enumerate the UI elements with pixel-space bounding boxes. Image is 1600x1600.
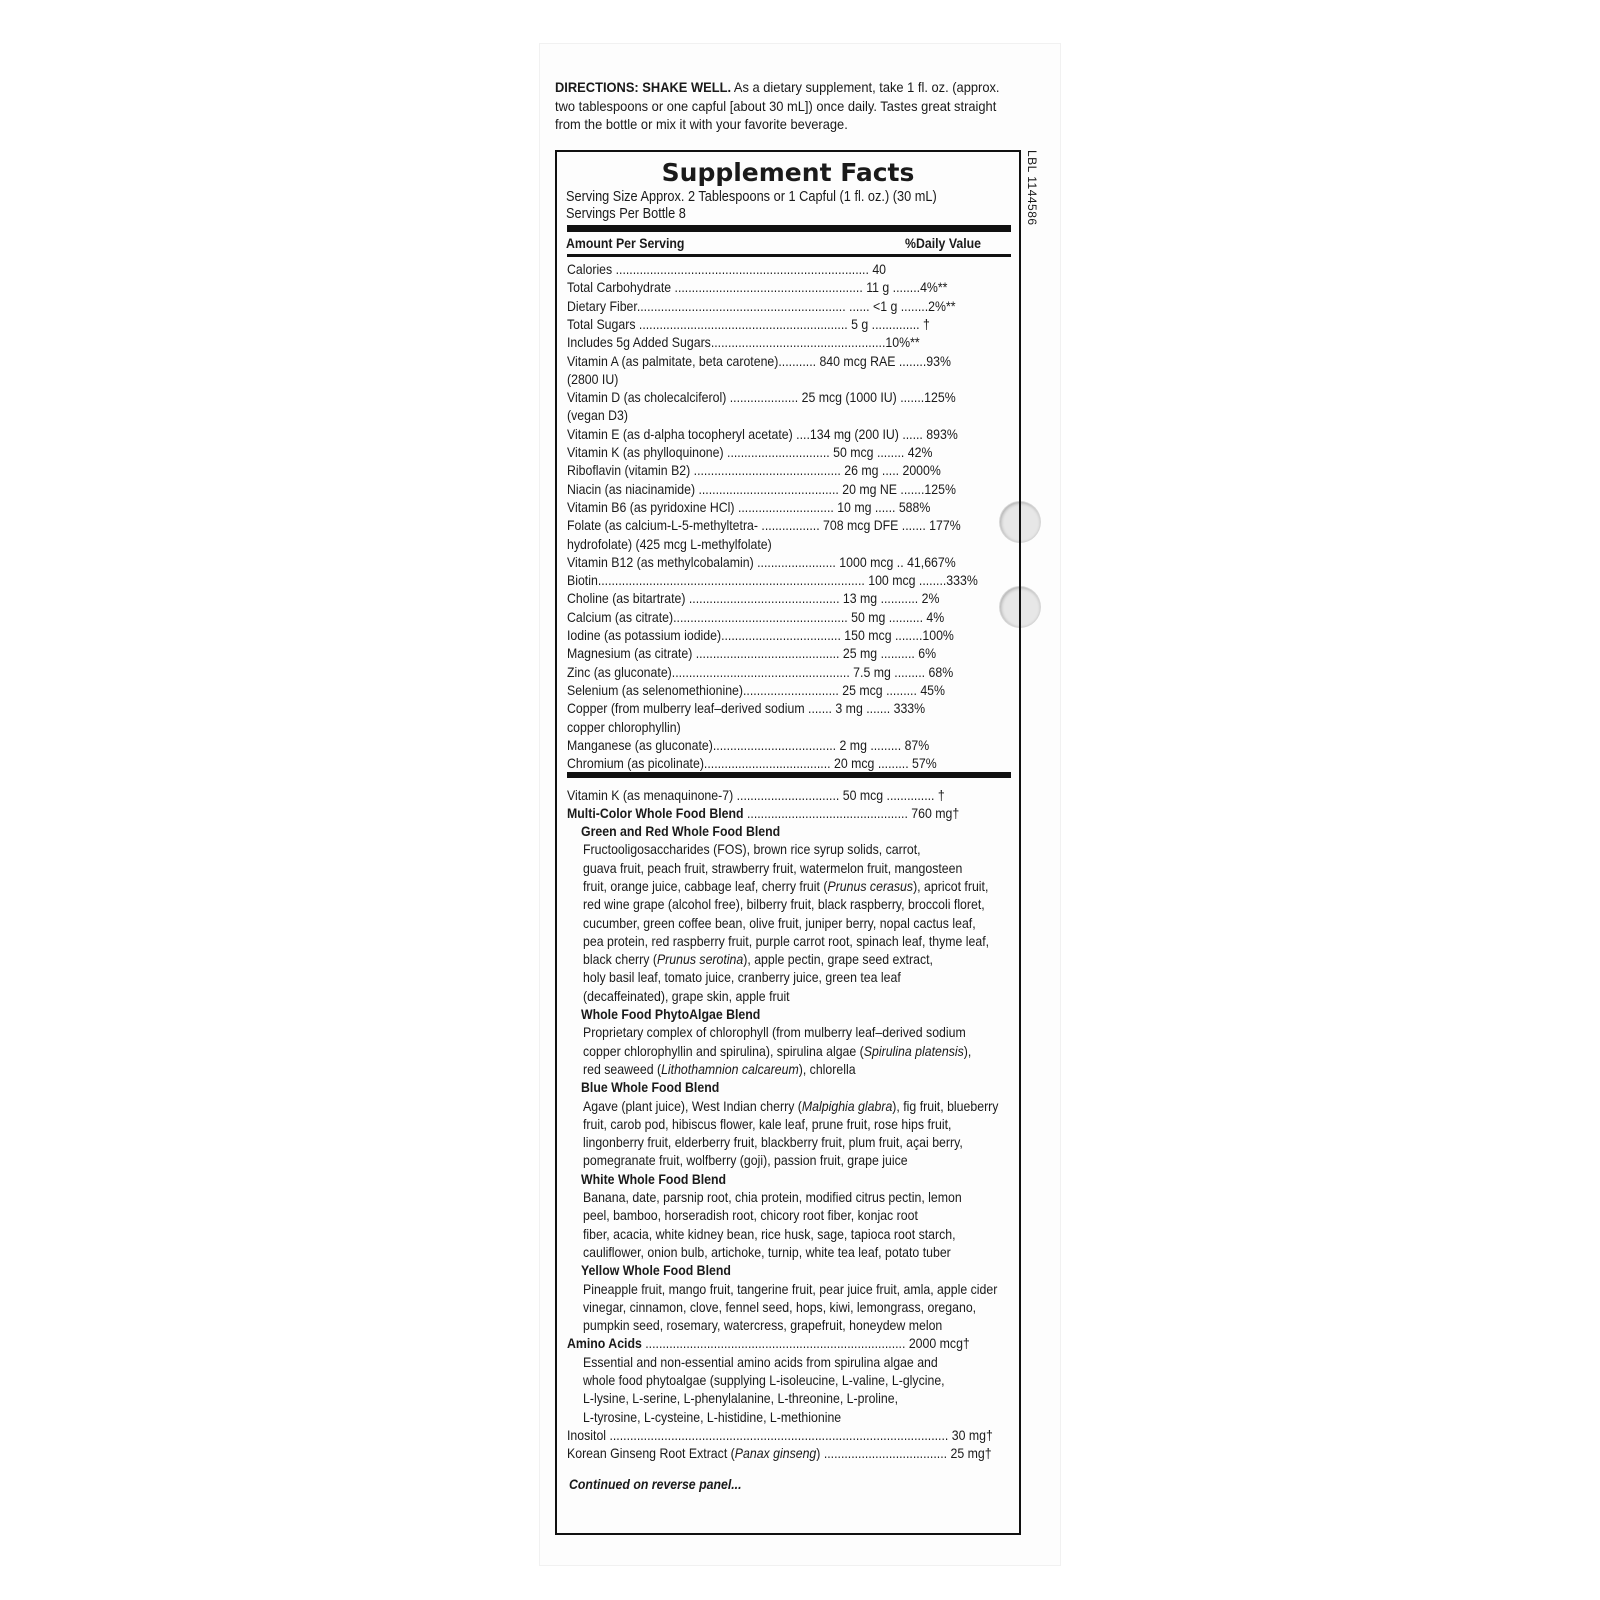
blend-heading: Blue Whole Food Blend: [581, 1079, 720, 1096]
blend-ingredient-line: pea protein, red raspberry fruit, purple carrot root, spinach leaf, thyme leaf,: [583, 932, 990, 949]
supplement-facts-panel: [555, 150, 1021, 1535]
multi-blend-row: [567, 804, 959, 822]
blend-ingredient-line: cauliflower, onion bulb, artichoke, turnip, white tea leaf, potato tuber: [583, 1243, 951, 1260]
blend-heading: White Whole Food Blend: [581, 1170, 727, 1187]
blend-ingredient-line: Fructooligosaccharides (FOS), brown rice syrup solids, carrot,: [583, 841, 921, 858]
nutrient-row: Magnesium (as citrate) .......................................... 25 mg .......... 6%: [567, 645, 937, 662]
nutrient-row: Selenium (as selenomethionine)............................ 25 mcg ......... 45%: [567, 681, 945, 698]
nutrient-row: Includes 5g Added Sugars...................................................10%**: [567, 334, 920, 351]
blend-ingredient-line: lingonberry fruit, elderberry fruit, blackberry fruit, plum fruit, açai berry,: [583, 1134, 963, 1151]
blend-heading: Whole Food PhytoAlgae Blend: [581, 1006, 761, 1022]
nutrient-row: Manganese (as gluconate).................................... 2 mg ......... 87%: [567, 736, 930, 753]
amino-acids-name: Amino Acids: [567, 1335, 642, 1352]
amino-acids-amount: ............................................................................ 2000 mcg†: [641, 1335, 970, 1352]
continued-note: Continued on reverse panel...: [569, 1475, 742, 1492]
botanical-name: Panax ginseng: [734, 1445, 817, 1462]
blend-ingredient-line: peel, bamboo, horseradish root, chicory root fiber, konjac root: [583, 1207, 918, 1224]
nutrient-row: Vitamin B6 (as pyridoxine HCl) ............................ 10 mg ...... 588%: [567, 498, 931, 515]
nutrient-row: Biotin.............................................................................. 100 mcg ........333%: [567, 572, 978, 589]
inositol-row: Inositol ................................................................................................... 30 mg†: [567, 1426, 993, 1443]
blend-ingredient-line: red wine grape (alcohol free), bilberry fruit, black raspberry, broccoli floret,: [583, 896, 985, 913]
nutrient-row: Vitamin E (as d-alpha tocopheryl acetate) ....134 mg (200 IU) ...... 893%: [567, 425, 958, 442]
daily-value-header: %Daily Value: [905, 235, 982, 251]
servings-per-container: Servings Per Bottle 8: [566, 206, 686, 222]
nutrient-row: (vegan D3): [567, 407, 628, 424]
nutrient-row: (2800 IU): [567, 370, 619, 387]
thick-rule: [567, 772, 1011, 778]
label-code: LBL 1144586: [1025, 150, 1039, 226]
nutrient-row: Riboflavin (vitamin B2) ........................................... 26 mg ..... 2000%: [567, 462, 941, 479]
multi-blend-amount: ............................................... 760 mg†: [743, 805, 960, 821]
facts-title: Supplement Facts: [661, 158, 915, 187]
directions-heading: DIRECTIONS: SHAKE WELL.: [555, 79, 732, 95]
nutrient-row: Vitamin D (as cholecalciferol) .................... 25 mcg (1000 IU) .......125%: [567, 389, 956, 406]
directions-text: [555, 78, 1000, 134]
blend-ingredient-line: holy basil leaf, tomato juice, cranberry juice, green tea leaf: [583, 969, 901, 986]
blend-ingredient-line: Pineapple fruit, mango fruit, tangerine fruit, pear juice fruit, amla, apple cider: [583, 1280, 998, 1297]
directions-line: from the bottle or mix it with your favorite beverage.: [555, 116, 848, 132]
nutrient-row: Chromium (as picolinate)..................................... 20 mcg ......... 57%: [567, 755, 937, 772]
thin-rule: [567, 254, 1011, 257]
botanical-name: Spirulina platensis: [863, 1042, 964, 1059]
directions-line: two tablespoons or one capful [about 30 mL]) once daily. Tastes great straight: [555, 97, 997, 114]
multi-blend-name: Multi-Color Whole Food Blend: [567, 805, 744, 821]
nutrient-row: Vitamin A (as palmitate, beta carotene)........... 840 mcg RAE ........93%: [567, 352, 951, 369]
botanical-name: Malpighia glabra: [801, 1097, 893, 1114]
blend-ingredient-line: guava fruit, peach fruit, strawberry fruit, watermelon fruit, mangosteen: [583, 859, 963, 876]
blend-heading: Yellow Whole Food Blend: [581, 1262, 731, 1279]
blend-ingredient-line: red seaweed (Lithothamnion calcareum), chlorella: [583, 1060, 856, 1077]
amino-acids-line: L-lysine, L-serine, L-phenylalanine, L-threonine, L-proline,: [583, 1390, 899, 1407]
nutrient-row: Copper (from mulberry leaf–derived sodium ....... 3 mg ....... 333%: [567, 700, 926, 717]
botanical-name: Prunus serotina: [656, 951, 744, 968]
amino-acids-line: whole food phytoalgae (supplying L-isoleucine, L-valine, L-glycine,: [583, 1372, 945, 1388]
nutrient-row: hydrofolate) (425 mcg L-methylfolate): [567, 535, 772, 552]
nutrient-row: Iodine (as potassium iodide)................................... 150 mcg ........100%: [567, 627, 954, 643]
ginseng-row: Korean Ginseng Root Extract (Panax ginseng) .................................... 25 mg†: [567, 1445, 992, 1462]
blend-ingredient-line: pomegranate fruit, wolfberry (goji), passion fruit, grape juice: [583, 1152, 908, 1169]
blend-ingredient-line: copper chlorophyllin and spirulina), spirulina algae (Spirulina platensis),: [583, 1042, 972, 1059]
vitamin-k2-row: Vitamin K (as menaquinone-7) .............................. 50 mcg .............. †: [567, 787, 945, 803]
nutrient-row: Folate (as calcium-L-5-methyltetra- ................. 708 mcg DFE ....... 177%: [567, 517, 961, 534]
amino-acids-line: Essential and non-essential amino acids from spirulina algae and: [583, 1353, 938, 1370]
blend-ingredient-line: black cherry (Prunus serotina), apple pectin, grape seed extract,: [583, 951, 933, 968]
botanical-name: Lithothamnion calcareum: [661, 1060, 799, 1077]
blend-ingredient-line: pumpkin seed, rosemary, watercress, grapefruit, honeydew melon: [583, 1317, 943, 1334]
blend-ingredient-line: Agave (plant juice), West Indian cherry (Malpighia glabra), fig fruit, blueberry: [583, 1097, 999, 1114]
blend-ingredient-line: fruit, orange juice, cabbage leaf, cherry fruit (Prunus cerasus), apricot fruit,: [583, 877, 989, 894]
botanical-name: Prunus cerasus: [827, 877, 914, 894]
blend-ingredient-line: Banana, date, parsnip root, chia protein, modified citrus pectin, lemon: [583, 1189, 962, 1205]
amino-acids-row: [567, 1334, 970, 1352]
nutrient-row: Dietary Fiber............................................................. ...... <1 g ........2%**: [567, 297, 956, 314]
blend-ingredient-line: fruit, carob pod, hibiscus flower, kale leaf, prune fruit, rose hips fruit,: [583, 1115, 952, 1132]
nutrient-row: Choline (as bitartrate) ............................................ 13 mg ........... 2%: [567, 590, 940, 607]
nutrient-row: Niacin (as niacinamide) ......................................... 20 mg NE .......125%: [567, 480, 956, 497]
amino-acids-line: L-tyrosine, L-cysteine, L-histidine, L-methionine: [583, 1408, 842, 1425]
nutrient-row: Vitamin K (as phylloquinone) .............................. 50 mcg ........ 42%: [567, 444, 933, 460]
nutrient-row: Zinc (as gluconate).................................................... 7.5 mg ......... 68%: [567, 663, 954, 680]
blend-ingredient-line: (decaffeinated), grape skin, apple fruit: [583, 987, 790, 1004]
nutrient-row: Total Carbohydrate ....................................................... 11 g ........4%**: [567, 279, 948, 296]
amount-per-serving-header: Amount Per Serving: [566, 235, 685, 251]
nutrient-row: Calcium (as citrate)................................................... 50 mg .......... 4%: [567, 608, 945, 625]
blend-ingredient-line: fiber, acacia, white kidney bean, rice husk, sage, tapioca root starch,: [583, 1225, 956, 1242]
directions-line: As a dietary supplement, take 1 fl. oz. (approx.: [731, 79, 1000, 95]
nutrient-row: Total Sugars ............................................................. 5 g .............. †: [567, 315, 930, 332]
blend-ingredient-line: cucumber, green coffee bean, olive fruit, juniper berry, nopal cactus leaf,: [583, 914, 976, 931]
blend-ingredient-line: Proprietary complex of chlorophyll (from mulberry leaf–derived sodium: [583, 1024, 966, 1041]
nutrient-row: Calories .......................................................................... 40: [567, 261, 887, 277]
blend-heading: Green and Red Whole Food Blend: [581, 823, 781, 839]
nutrient-row: Vitamin B12 (as methylcobalamin) ....................... 1000 mcg .. 41,667%: [567, 553, 956, 570]
blend-ingredient-line: vinegar, cinnamon, clove, fennel seed, hops, kiwi, lemongrass, oregano,: [583, 1298, 977, 1315]
nutrient-row: copper chlorophyllin): [567, 718, 681, 735]
serving-size: Serving Size Approx. 2 Tablespoons or 1 Capful (1 fl. oz.) (30 mL): [566, 189, 937, 205]
thick-rule: [567, 225, 1011, 232]
